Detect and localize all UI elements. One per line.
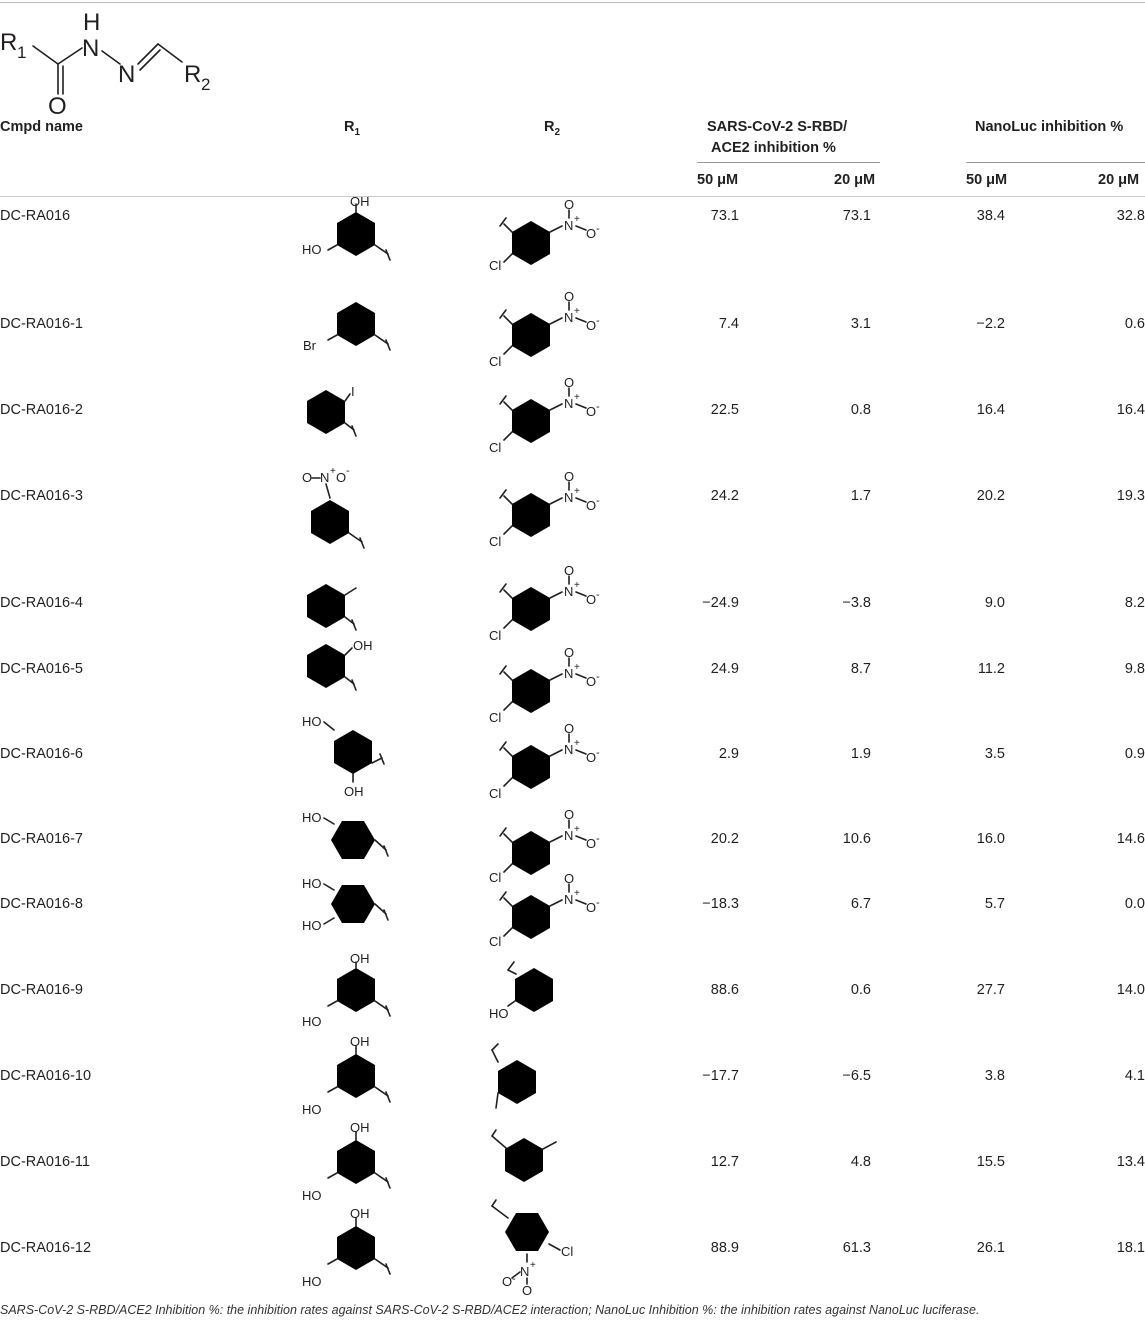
- sars-20-value: −6.5: [842, 1068, 871, 1084]
- nano-20-value: 16.4: [1116, 402, 1145, 418]
- r2-structure-methylphenyl: [486, 1044, 586, 1130]
- svg-text:O: O: [564, 563, 575, 578]
- svg-text:N: N: [564, 742, 574, 757]
- sars-20-value: 1.7: [850, 488, 871, 504]
- svg-text:HO: HO: [302, 810, 322, 825]
- scaffold-h: H: [83, 9, 101, 36]
- svg-text:O: O: [564, 197, 575, 212]
- svg-text:O: O: [564, 375, 575, 390]
- svg-text:N: N: [564, 218, 574, 233]
- svg-text:HO: HO: [302, 1014, 322, 1029]
- cmpd-name: DC-RA016-3: [0, 488, 83, 504]
- cmpd-name: DC-RA016-4: [0, 595, 83, 611]
- svg-text:-: -: [596, 747, 600, 759]
- header-sars-50: 50 μM: [697, 172, 739, 188]
- svg-text:O: O: [586, 836, 597, 851]
- sars-20-value: 0.8: [850, 402, 871, 418]
- cmpd-name: DC-RA016-8: [0, 896, 83, 912]
- nano-20-value: 13.4: [1116, 1154, 1145, 1170]
- sars-20-value: 61.3: [842, 1240, 871, 1256]
- nano-50-value: 26.1: [976, 1240, 1005, 1256]
- svg-text:O: O: [302, 470, 313, 485]
- nano-20-value: 0.9: [1124, 746, 1145, 762]
- svg-text:O: O: [586, 498, 597, 513]
- r1-structure-hydroxyphenyl-4: [298, 806, 408, 868]
- sars-50-value: 88.9: [710, 1240, 739, 1256]
- cmpd-name: DC-RA016-2: [0, 402, 83, 418]
- svg-text:+: +: [530, 1260, 536, 1271]
- r1-structure-hydroxyphenyl: [298, 636, 398, 696]
- cmpd-name: DC-RA016-12: [0, 1240, 92, 1256]
- svg-text:Cl: Cl: [489, 870, 502, 885]
- cmpd-name: DC-RA016-7: [0, 831, 83, 847]
- svg-text:HO: HO: [489, 1006, 509, 1021]
- svg-text:Br: Br: [303, 338, 316, 353]
- sars-20-value: 10.6: [842, 831, 871, 847]
- sars-50-value: 2.9: [718, 746, 739, 762]
- svg-text:N: N: [564, 828, 574, 843]
- svg-text:Cl: Cl: [489, 354, 502, 369]
- svg-text:O: O: [336, 470, 347, 485]
- r2-structure-chloro-nitrophenyl: [486, 721, 626, 804]
- sars-20-value: 3.1: [850, 316, 871, 332]
- r1-structure-nitrophenyl: [296, 462, 406, 572]
- svg-text:O: O: [564, 807, 575, 822]
- sars-20-value: −3.8: [842, 595, 871, 611]
- svg-text:N: N: [564, 310, 574, 325]
- svg-text:-: -: [596, 589, 600, 601]
- svg-text:HO: HO: [302, 876, 322, 891]
- svg-text:O: O: [522, 1283, 533, 1298]
- r1-structure-dihydroxyphenyl-3-4: [298, 872, 408, 940]
- r2-structure-chloro-nitrophenyl: [486, 197, 626, 280]
- header-sars-line1: SARS-CoV-2 S-RBD/: [707, 119, 848, 135]
- svg-text:OH: OH: [350, 1120, 370, 1135]
- svg-text:Cl: Cl: [489, 628, 502, 643]
- header-nano-20: 20 μM: [1098, 172, 1140, 188]
- svg-text:N: N: [564, 666, 574, 681]
- nano-50-value: 9.0: [984, 595, 1005, 611]
- svg-text:+: +: [574, 888, 580, 899]
- header-nano-50: 50 μM: [966, 172, 1008, 188]
- r2-structure-m-tolyl: [486, 1128, 586, 1198]
- nano-50-value: 3.8: [984, 1068, 1005, 1084]
- nano-20-value: 9.8: [1124, 661, 1145, 677]
- sars-50-value: 88.6: [710, 982, 739, 998]
- sars-50-value: 20.2: [710, 831, 739, 847]
- svg-text:-: -: [596, 223, 600, 235]
- scaffold-r2: R: [184, 61, 202, 88]
- nano-20-value: 14.0: [1116, 982, 1145, 998]
- sars-50-value: 12.7: [710, 1154, 739, 1170]
- nano-50-value: −2.2: [976, 316, 1005, 332]
- r2-structure-hydroxyphenyl: [486, 956, 586, 1026]
- top-rule: [0, 2, 1145, 3]
- cmpd-name: DC-RA016-10: [0, 1068, 92, 1084]
- r2-structure-chloro-nitrophenyl: [486, 289, 626, 372]
- scaffold-o: O: [48, 93, 67, 120]
- svg-text:+: +: [574, 486, 580, 497]
- scaffold-n1: N: [82, 35, 100, 62]
- svg-text:-: -: [596, 897, 600, 909]
- r1-structure-methylphenyl: [298, 574, 388, 639]
- nano-50-value: 16.4: [976, 402, 1005, 418]
- svg-text:Cl: Cl: [489, 934, 502, 949]
- svg-text:N: N: [564, 584, 574, 599]
- svg-text:HO: HO: [302, 714, 322, 729]
- header-r1-sub: 1: [354, 126, 361, 138]
- header-r2-sub: 2: [554, 126, 561, 138]
- svg-text:Cl: Cl: [489, 786, 502, 801]
- sars-50-value: −24.9: [702, 595, 739, 611]
- nano-20-value: 4.1: [1124, 1068, 1145, 1084]
- svg-text:-: -: [346, 465, 350, 477]
- cmpd-name: DC-RA016: [0, 208, 71, 224]
- sars-50-value: 24.2: [710, 488, 739, 504]
- nano-50-value: 11.2: [977, 661, 1005, 677]
- r1-structure-dihydroxyphenyl-3-5: [298, 196, 408, 266]
- nano-50-value: 20.2: [976, 488, 1005, 504]
- svg-text:N: N: [564, 396, 574, 411]
- svg-text:N: N: [564, 892, 574, 907]
- r2-structure-chloro-nitrophenyl: [486, 645, 626, 728]
- svg-text:N: N: [564, 490, 574, 505]
- svg-text:O: O: [564, 871, 575, 886]
- svg-text:N: N: [520, 1264, 530, 1279]
- sars-20-value: 1.9: [850, 746, 871, 762]
- cmpd-name: DC-RA016-1: [0, 316, 83, 332]
- svg-text:Cl: Cl: [489, 258, 502, 273]
- svg-text:-: -: [596, 833, 600, 845]
- nano-50-value: 38.4: [976, 208, 1005, 224]
- header-r2: $R_2$: [544, 119, 561, 138]
- nano-20-value: 14.6: [1116, 831, 1145, 847]
- nano-50-value: 5.7: [984, 896, 1005, 912]
- svg-text:+: +: [574, 662, 580, 673]
- svg-text:+: +: [574, 738, 580, 749]
- nano-20-value: 19.3: [1116, 488, 1145, 504]
- nanoluc-group-rule: [966, 162, 1145, 163]
- svg-text:HO: HO: [302, 1274, 322, 1289]
- sars-50-value: −17.7: [702, 1068, 739, 1084]
- svg-text:OH: OH: [344, 784, 364, 799]
- sars-20-value: 4.8: [850, 1154, 871, 1170]
- sars-20-value: 8.7: [850, 661, 871, 677]
- nano-20-value: 8.2: [1124, 595, 1145, 611]
- svg-text:O: O: [586, 226, 597, 241]
- svg-text:OH: OH: [350, 1206, 370, 1221]
- cmpd-name: DC-RA016-6: [0, 746, 83, 762]
- scaffold-n2: N: [118, 61, 136, 88]
- svg-text:O: O: [564, 289, 575, 304]
- r1-structure-dihydroxyphenyl-3-5: [298, 1204, 408, 1290]
- svg-text:O: O: [586, 592, 597, 607]
- sars-50-value: 24.9: [710, 661, 739, 677]
- header-nanoluc: NanoLuc inhibition %: [975, 119, 1124, 135]
- r1-structure-iodophenyl: [298, 380, 388, 445]
- svg-text:O: O: [502, 1274, 513, 1289]
- svg-text:-: -: [596, 671, 600, 683]
- svg-text:+: +: [574, 214, 580, 225]
- svg-text:Cl: Cl: [489, 534, 502, 549]
- sars-20-value: 0.6: [850, 982, 871, 998]
- svg-text:O: O: [564, 721, 575, 736]
- r1-structure-dihydroxyphenyl-3-5: [298, 950, 408, 1030]
- svg-text:+: +: [574, 580, 580, 591]
- svg-text:HO: HO: [302, 1188, 322, 1203]
- sars-50-value: 7.4: [718, 316, 739, 332]
- scaffold-r1: R: [0, 29, 18, 56]
- sars-50-value: 22.5: [710, 402, 739, 418]
- svg-text:O: O: [564, 645, 575, 660]
- nano-50-value: 27.7: [976, 982, 1005, 998]
- svg-text:+: +: [574, 824, 580, 835]
- svg-text:OH: OH: [350, 951, 370, 966]
- header-sars-line2: ACE2 inhibition %: [711, 140, 836, 156]
- nano-50-value: 16.0: [976, 831, 1005, 847]
- svg-text:OH: OH: [350, 1034, 370, 1049]
- sars-50-value: 73.1: [710, 208, 739, 224]
- svg-text:N: N: [320, 470, 330, 485]
- svg-text:-: -: [596, 401, 600, 413]
- sars-20-value: 6.7: [850, 896, 871, 912]
- sars-20-value: 73.1: [842, 208, 871, 224]
- svg-text:-: -: [512, 1273, 516, 1285]
- svg-text:+: +: [330, 466, 336, 477]
- r2-structure-chloro-nitrophenyl: [486, 871, 626, 954]
- header-r1: $R_1$: [344, 119, 361, 138]
- svg-text:O: O: [586, 674, 597, 689]
- svg-text:HO: HO: [302, 918, 322, 933]
- nano-20-value: 0.0: [1124, 896, 1145, 912]
- nano-20-value: 0.6: [1124, 316, 1145, 332]
- table-footnote: SARS-CoV-2 S-RBD/ACE2 Inhibition %: the inhibition rates against SARS-CoV-2 S-RBD/ACE2 interaction; NanoLuc Inhibition %: the inhibition rates against NanoLuc luciferase.: [0, 1303, 980, 1317]
- r2-structure-chloro-nitrophenyl: [486, 469, 626, 552]
- nano-20-value: 18.1: [1116, 1240, 1145, 1256]
- r1-structure-bromophenyl: [300, 296, 410, 361]
- scaffold-r2-sub: 2: [201, 75, 211, 94]
- header-sars-20: 20 μM: [834, 172, 876, 188]
- r1-structure-dihydroxyphenyl-3-5: [298, 1032, 408, 1118]
- header-cmpd-name: Cmpd name: [0, 119, 83, 135]
- svg-text:O: O: [586, 318, 597, 333]
- sars-group-rule: [697, 162, 880, 163]
- r2-structure-chloro-nitrophenyl: [486, 375, 626, 458]
- svg-text:Cl: Cl: [489, 710, 502, 725]
- nano-50-value: 15.5: [976, 1154, 1005, 1170]
- nano-20-value: 32.8: [1116, 208, 1145, 224]
- r2-structure-chloro-nitrophenyl: [486, 563, 626, 646]
- sars-50-value: −18.3: [702, 896, 739, 912]
- svg-text:+: +: [574, 306, 580, 317]
- svg-text:HO: HO: [302, 242, 322, 257]
- svg-text:O: O: [564, 469, 575, 484]
- svg-text:Cl: Cl: [561, 1244, 574, 1259]
- scaffold-r1-sub: 1: [17, 43, 27, 62]
- acylhydrazone-scaffold-structure: [0, 6, 230, 120]
- svg-text:O: O: [586, 404, 597, 419]
- cmpd-name: DC-RA016-11: [0, 1154, 90, 1170]
- svg-text:I: I: [351, 384, 355, 399]
- r1-structure-dihydroxyphenyl-2-4: [298, 708, 408, 804]
- svg-text:-: -: [596, 495, 600, 507]
- r2-structure-chloro-nitrophenyl-4-3: [486, 1200, 596, 1296]
- svg-text:-: -: [596, 315, 600, 327]
- cmpd-name: DC-RA016-9: [0, 982, 83, 998]
- cmpd-name: DC-RA016-5: [0, 661, 83, 677]
- svg-text:OH: OH: [350, 194, 370, 209]
- nano-50-value: 3.5: [984, 746, 1005, 762]
- svg-text:Cl: Cl: [489, 440, 502, 455]
- r1-structure-dihydroxyphenyl-3-5: [298, 1118, 408, 1204]
- svg-text:OH: OH: [353, 638, 373, 653]
- svg-text:HO: HO: [302, 1102, 322, 1117]
- svg-text:+: +: [574, 392, 580, 403]
- svg-text:O: O: [586, 750, 597, 765]
- svg-text:O: O: [586, 900, 597, 915]
